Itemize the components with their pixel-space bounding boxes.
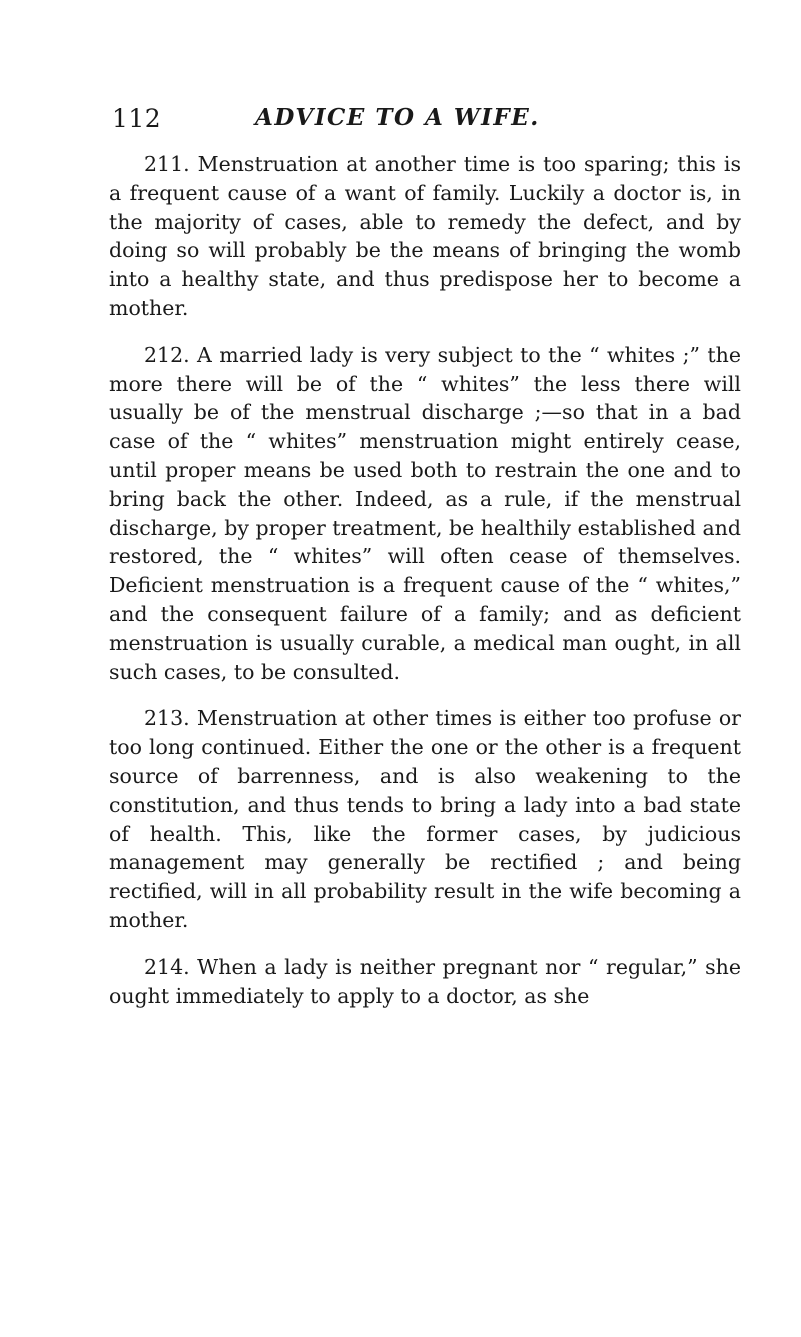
page-number: 112 [112,104,162,133]
paragraph-211: 211. Menstruation at another time is too sparing; this is a frequent cause of a want of family. Luckily a doctor is, in the majority of cases, able to remedy the defect, and by doing so will probably be the means of bringing the womb into a healthy state, and thus predispose her to become a mother. [109,152,741,320]
paragraph-214: 214. When a lady is neither pregnant nor “ regular,” she ought immediately to apply to a doctor, as she [109,954,741,1008]
running-title: ADVICE TO A WIFE. [255,104,540,131]
paragraph-213: 213. Menstruation at other times is either too profuse or too long continued. Either the one or the other is a frequent source of barrenness, and is also weakening to the constitution, and thus tends to bring a lady into a bad state of health. This, like the former cases, by judicious management may generally be rectified ; and being rectified, will in all probability result in the wife becoming a mother. [109,706,741,932]
paragraph-212: 212. A married lady is very subject to the “ whites ;” the more there will be of the “ whites” the less there will usually be of the menstrual discharge ;—so that in a bad case of the “ whites” menstruation might entirely cease, until proper means be used both to restrain the one and to bring back the other. Indeed, as a rule, if the menstrual discharge, by proper treatment, be healthily established and restored, the “ whites” will often cease of themselves. Deficient menstruation is a frequent cause of the “ whites,” and the consequent failure of a family; and as deficient menstruation is usually curable, a medical man ought, in all such cases, to be consulted. [109,342,741,684]
running-head [100,104,740,144]
body-text [109,150,741,1010]
